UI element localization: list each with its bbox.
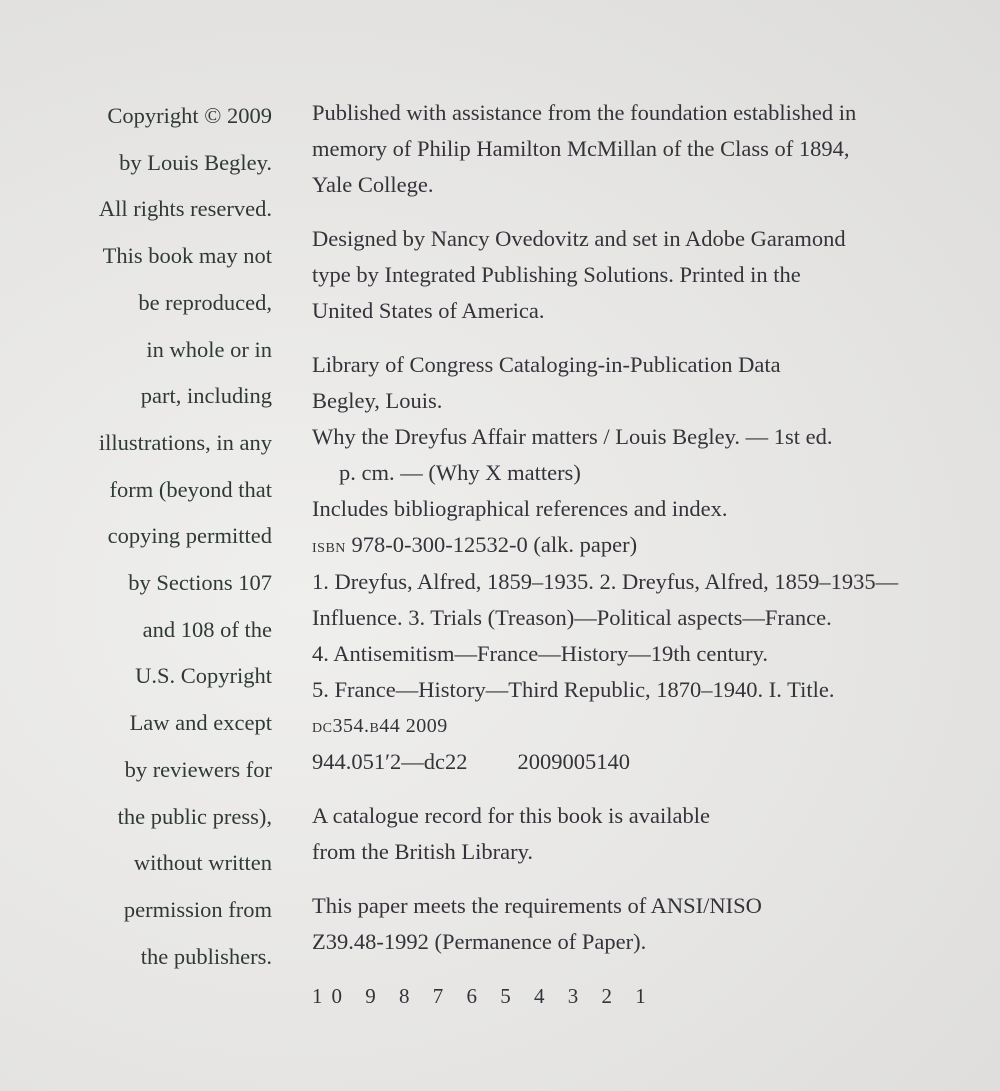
cip-isbn [312,527,972,564]
cip-notes: Includes bibliographical references and index. [312,496,728,521]
publisher-note-line: Published with assistance from the foundation established in [312,100,857,125]
british-library-line: from the British Library. [312,839,533,864]
cip-subject: 4. Antisemitism—France—History—19th century. [312,641,768,666]
copyright-line: by reviewers for [124,756,272,782]
copyright-line: in whole or in [146,336,272,362]
paper-note-line: Z39.48-1992 (Permanence of Paper). [312,929,647,954]
design-note-line: United States of America. [312,298,545,323]
copyright-line: the publishers. [140,943,272,969]
copyright-line: This book may not [102,243,272,269]
cip-author: Begley, Louis. [312,388,443,413]
copyright-line: and 108 of the [142,616,272,642]
copyright-line: without written [133,850,272,876]
copyright-line: by Louis Begley. [119,149,272,175]
printing-line: 10 9 8 7 6 5 4 3 2 1 [312,984,655,1008]
copyright-notice [40,93,272,980]
copyright-line: illustrations, in any [98,429,272,455]
cip-subject: Influence. 3. Trials (Treason)—Political aspects—France. [312,605,832,630]
cip-subject: 1. Dreyfus, Alfred, 1859–1935. 2. Dreyfus, Alfred, 1859–1935— [312,569,899,594]
copyright-line: part, including [140,383,272,409]
design-note-line: Designed by Nancy Ovedovitz and set in Adobe Garamond [312,226,846,251]
copyright-line: copying permitted [107,523,272,549]
cip-lccn: 2009005140 [517,749,631,774]
publisher-note-line: Yale College. [312,172,434,197]
cip-subject: 5. France—History—Third Republic, 1870–1940. I. Title. [312,677,835,702]
cip-data [312,347,972,780]
isbn-label: isbn [312,535,346,557]
design-note [312,221,972,329]
cip-lc-class: dc354.b44 2009 [312,715,448,737]
british-library-line: A catalogue record for this book is available [312,803,710,828]
copyright-line: Law and except [129,710,272,736]
cip-physical: p. cm. — (Why X matters) [339,460,581,485]
cip-dewey: 944.051′2—dc22 [312,749,468,774]
paper-note [312,888,972,960]
isbn-value: 978-0-300-12532-0 (alk. paper) [351,532,638,557]
copyright-line: All rights reserved. [98,196,272,222]
publication-details [312,95,972,1014]
design-note-line: type by Integrated Publishing Solutions. Printed in the [312,262,801,287]
copyright-line: by Sections 107 [128,570,272,596]
cip-title: Why the Dreyfus Affair matters / Louis Begley. — 1st ed. [312,424,833,449]
copyright-line: permission from [123,896,272,922]
publisher-note-line: memory of Philip Hamilton McMillan of the Class of 1894, [312,136,850,161]
paper-note-line: This paper meets the requirements of ANSI/NISO [312,893,762,918]
copyright-line: U.S. Copyright [135,663,272,689]
copyright-line: the public press), [117,803,272,829]
copyright-line: form (beyond that [109,476,272,502]
publisher-note [312,95,972,203]
copyright-line: Copyright © 2009 [107,103,272,128]
cip-classification [312,744,972,780]
british-library-note [312,798,972,870]
copyright-line: be reproduced, [138,289,272,315]
cip-heading: Library of Congress Cataloging-in-Publication Data [312,352,781,377]
